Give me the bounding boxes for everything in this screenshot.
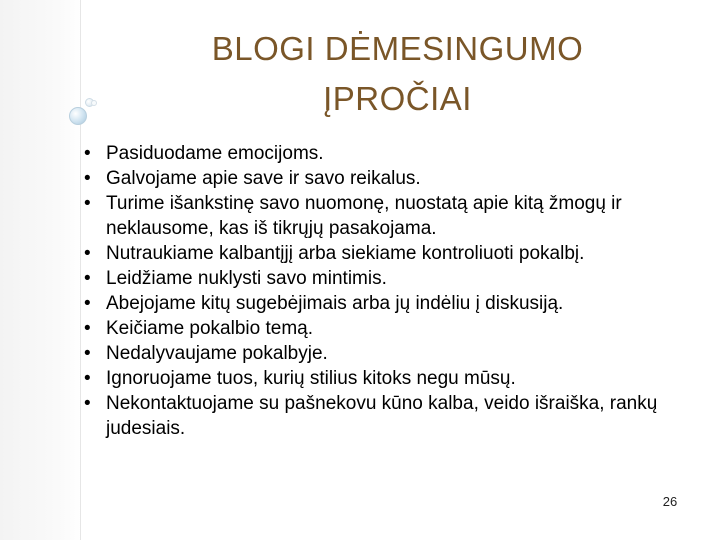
list-item <box>84 391 704 441</box>
list-item-text: Leidžiame nuklysti savo mintimis. <box>106 268 387 289</box>
bullet-icon: • <box>84 293 91 314</box>
list-item-text: Nedalyvaujame pokalbyje. <box>106 343 328 364</box>
list-item-text: Nekontaktuojame su pašnekovu kūno kalba, veido išraiška, rankų judesiais. <box>106 393 658 439</box>
slide-title-line-1: BLOGI DĖMESINGUMO <box>211 30 584 67</box>
slide-title <box>100 24 695 124</box>
list-item <box>84 141 704 166</box>
bullet-icon: • <box>84 243 91 264</box>
list-item-text: Pasiduodame emocijoms. <box>106 143 324 164</box>
list-item-text: Galvojame apie save ir savo reikalus. <box>106 168 421 189</box>
list-item-text: Nutraukiame kalbantįjį arba siekiame kontroliuoti pokalbį. <box>106 243 585 264</box>
list-item <box>84 291 704 316</box>
bullet-icon: • <box>84 368 91 389</box>
bullet-list <box>84 141 704 441</box>
list-item-text: Abejojame kitų sugebėjimais arba jų indėliu į diskusiją. <box>106 293 564 314</box>
bullet-icon: • <box>84 268 91 289</box>
list-item-text: Ignoruojame tuos, kurių stilius kitoks negu mūsų. <box>106 368 516 389</box>
bullet-icon: • <box>84 393 91 414</box>
list-item-text: Keičiame pokalbio temą. <box>106 318 313 339</box>
list-item <box>84 341 704 366</box>
bullet-icon: • <box>84 168 91 189</box>
tiny-bubble-decoration-icon <box>91 100 97 106</box>
bullet-icon: • <box>84 318 91 339</box>
list-item <box>84 241 704 266</box>
list-item <box>84 191 704 241</box>
page-number: 26 <box>662 494 678 509</box>
bullet-icon: • <box>84 193 91 214</box>
list-item <box>84 266 704 291</box>
bullet-icon: • <box>84 343 91 364</box>
slide-title-line-2: ĮPROČIAI <box>323 80 472 117</box>
bubble-decoration-icon <box>69 107 87 125</box>
decorative-divider <box>80 0 81 540</box>
bullet-icon: • <box>84 143 91 164</box>
list-item <box>84 316 704 341</box>
decorative-side-panel <box>0 0 82 540</box>
list-item <box>84 166 704 191</box>
list-item <box>84 366 704 391</box>
list-item-text: Turime išankstinę savo nuomonę, nuostatą apie kitą žmogų ir neklausome, kas iš tikrųjų pasakojama. <box>106 193 622 239</box>
